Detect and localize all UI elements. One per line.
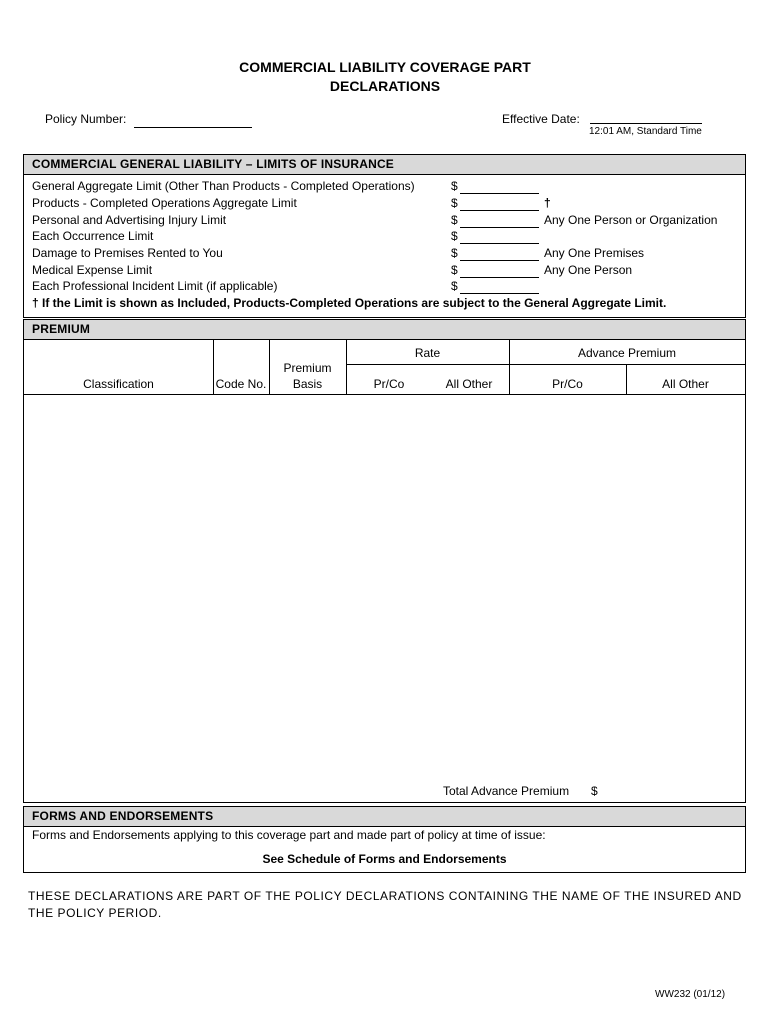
effective-date-field[interactable] (590, 111, 702, 124)
col-classification: Classification (83, 377, 154, 391)
currency-symbol: $ (451, 263, 458, 277)
limit-note-damage-premises: Any One Premises (544, 246, 645, 260)
limit-value-products-aggregate[interactable] (460, 198, 539, 211)
document-title: COMMERCIAL LIABILITY COVERAGE PART (239, 59, 531, 75)
col-rate-prco: Pr/Co (373, 377, 405, 391)
limit-note-products-aggregate: † (544, 196, 551, 210)
limit-label-damage-premises: Damage to Premises Rented to You (32, 246, 223, 260)
effective-time-note: 12:01 AM, Standard Time (589, 126, 702, 137)
limit-value-each-occurrence[interactable] (460, 231, 539, 244)
rate-header-divider (346, 364, 745, 365)
currency-symbol: $ (451, 213, 458, 227)
forms-description: Forms and Endorsements applying to this coverage part and made part of policy at time of issue: (32, 828, 546, 842)
document-subtitle: DECLARATIONS (329, 78, 441, 94)
limit-label-medical-expense: Medical Expense Limit (32, 263, 153, 277)
currency-symbol: $ (451, 279, 458, 293)
effective-date-label: Effective Date: (502, 112, 580, 126)
total-advance-premium-currency: $ (591, 784, 598, 798)
limit-value-medical-expense[interactable] (460, 265, 539, 278)
currency-symbol: $ (451, 246, 458, 260)
limit-label-personal-advertising: Personal and Advertising Injury Limit (32, 213, 227, 227)
limit-value-personal-advertising[interactable] (460, 215, 539, 228)
limit-value-professional-incident[interactable] (460, 281, 539, 294)
declarations-statement: THESE DECLARATIONS ARE PART OF THE POLICY DECLARATIONS CONTAINING THE NAME OF THE INSURED AND THE POLICY PERIOD. (28, 889, 742, 920)
limits-footnote: † If the Limit is shown as Included, Products-Completed Operations are subject to the General Aggregate Limit. (32, 296, 667, 310)
limit-label-each-occurrence: Each Occurrence Limit (32, 229, 154, 243)
limit-label-products-aggregate: Products - Completed Operations Aggregate Limit (32, 196, 297, 210)
premium-section (23, 319, 746, 803)
limit-note-personal-advertising: Any One Person or Organization (544, 213, 718, 227)
limits-heading: COMMERCIAL GENERAL LIABILITY – LIMITS OF INSURANCE (24, 155, 745, 175)
currency-symbol: $ (451, 229, 458, 243)
currency-symbol: $ (451, 196, 458, 210)
col-adv-all-other: All Other (662, 377, 709, 391)
total-advance-premium-label: Total Advance Premium (443, 784, 570, 798)
col-advance-premium: Advance Premium (577, 346, 677, 360)
limit-value-damage-premises[interactable] (460, 248, 539, 261)
form-id: WW232 (01/12) (655, 989, 726, 1000)
currency-symbol: $ (451, 179, 458, 193)
forms-section (23, 806, 746, 873)
col-code-no: Code No. (215, 377, 267, 391)
limit-note-medical-expense: Any One Person (544, 263, 633, 277)
limit-label-general-aggregate: General Aggregate Limit (Other Than Products - Completed Operations) (32, 179, 415, 193)
forms-heading: FORMS AND ENDORSEMENTS (24, 807, 745, 827)
premium-heading: PREMIUM (24, 320, 745, 340)
limit-label-professional-incident: Each Professional Incident Limit (if applicable) (32, 279, 278, 293)
col-premium-basis-line1: Premium (283, 361, 332, 375)
premium-entries-area[interactable] (24, 395, 745, 775)
policy-number-label: Policy Number: (45, 112, 127, 126)
limit-value-general-aggregate[interactable] (460, 181, 539, 194)
col-adv-prco: Pr/Co (552, 377, 583, 391)
col-rate-all-other: All Other (445, 377, 493, 391)
policy-number-field[interactable] (134, 115, 252, 128)
limits-section (23, 154, 746, 318)
col-rate: Rate (414, 346, 441, 360)
col-premium-basis-line2: Basis (292, 377, 323, 391)
forms-schedule-reference: See Schedule of Forms and Endorsements (262, 852, 507, 866)
